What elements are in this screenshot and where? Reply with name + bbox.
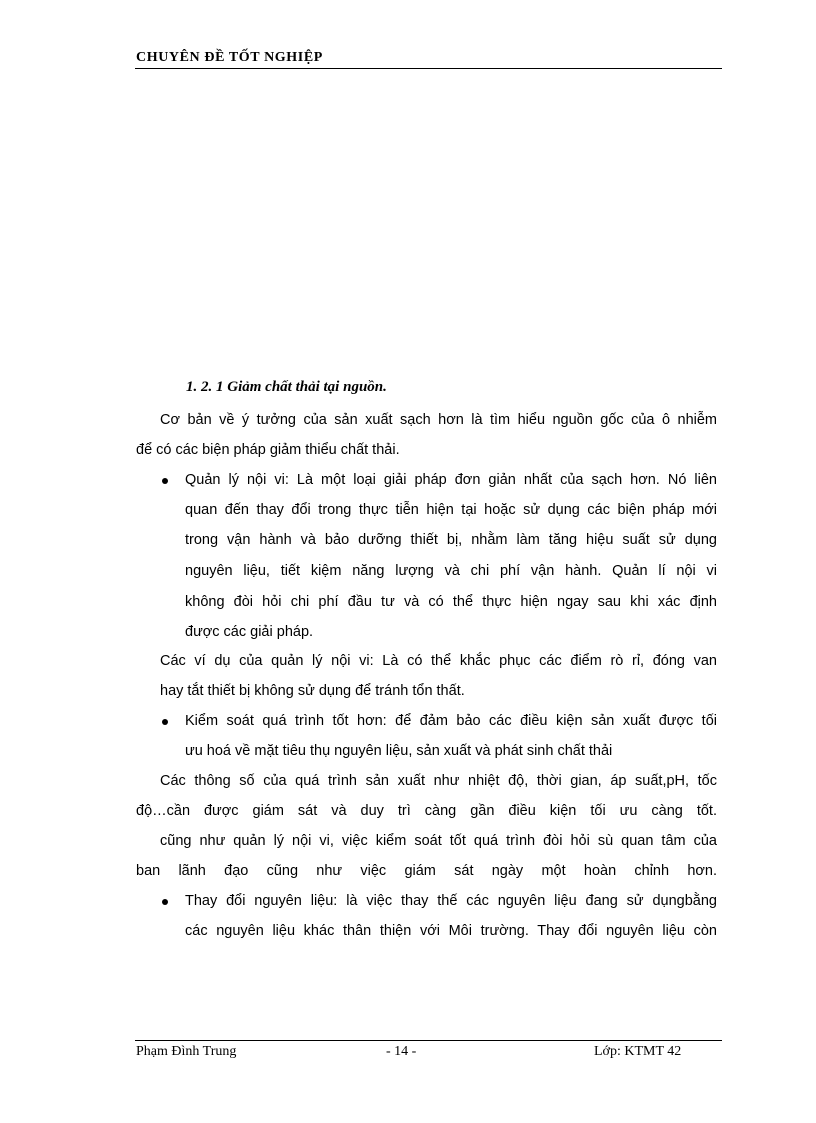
intro-line-1: Cơ bản về ý tưởng của sản xuất sạch hơn là tìm hiểu nguồn gốc của ô nhiễm	[160, 412, 717, 428]
intro-line-2: để có các biện pháp giảm thiểu chất thải.	[136, 442, 400, 458]
footer-divider	[135, 1040, 722, 1041]
bullet-dot	[162, 478, 168, 484]
bullet3-line-2: các nguyên liệu khác thân thiện với Môi trường. Thay đổi nguyên liệu còn	[185, 923, 717, 939]
section-heading: 1. 2. 1 Giảm chất thải tại nguồn.	[186, 379, 387, 395]
bullet2-line-1: Kiểm soát quá trình tốt hơn: để đảm bảo các điều kiện sản xuất được tối	[185, 713, 717, 729]
params-line-1: Các thông số của quá trình sản xuất như nhiệt độ, thời gian, áp suất,pH, tốc	[160, 773, 717, 789]
example-line-1: Các ví dụ của quản lý nội vi: Là có thể khắc phục các điểm rò rỉ, đóng van	[160, 653, 717, 669]
page-number: - 14 -	[386, 1044, 417, 1059]
bullet1-line-6: được các giải pháp.	[185, 624, 314, 640]
footer-author: Phạm Đình Trung	[136, 1044, 237, 1059]
footer-class: Lớp: KTMT 42	[594, 1044, 682, 1059]
bullet1-line-5: không đòi hỏi chi phí đầu tư và có thể thực hiện ngay sau khi xác định	[185, 594, 717, 610]
bullet1-line-3: trong vận hành và bảo dưỡng thiết bị, nhằm làm tăng hiệu suất sử dụng	[185, 532, 717, 548]
example-line-2: hay tắt thiết bị không sử dụng để tránh tổn thất.	[160, 683, 465, 699]
bullet1-line-2: quan đến thay đổi trong thực tiễn hiện tại hoặc sử dụng các biện pháp mới	[185, 502, 717, 518]
bullet3-line-1: Thay đổi nguyên liệu: là việc thay thế các nguyên liệu đang sử dụngbằng	[185, 893, 717, 909]
bullet-dot	[162, 899, 168, 905]
bullet2-line-2: ưu hoá về mặt tiêu thụ nguyên liệu, sản xuất và phát sinh chất thải	[185, 743, 613, 759]
params-line-4: ban lãnh đạo cũng như việc giám sát ngày một hoàn chỉnh hơn.	[136, 863, 717, 879]
bullet1-line-4: nguyên liệu, tiết kiệm năng lượng và chi phí vận hành. Quản lí nội vi	[185, 563, 717, 579]
document-title: CHUYÊN ĐỀ TỐT NGHIỆP	[136, 50, 323, 65]
bullet1-line-1: Quản lý nội vi: Là một loại giải pháp đơn giản nhất của sạch hơn. Nó liên	[185, 472, 717, 488]
bullet-dot	[162, 719, 168, 725]
params-line-2: độ…cần được giám sát và duy trì càng gần điều kiện tối ưu càng tốt.	[136, 803, 717, 819]
params-line-3: cũng như quản lý nội vi, việc kiểm soát tốt quá trình đòi hỏi sù quan tâm của	[160, 833, 717, 849]
header-divider	[135, 68, 722, 69]
